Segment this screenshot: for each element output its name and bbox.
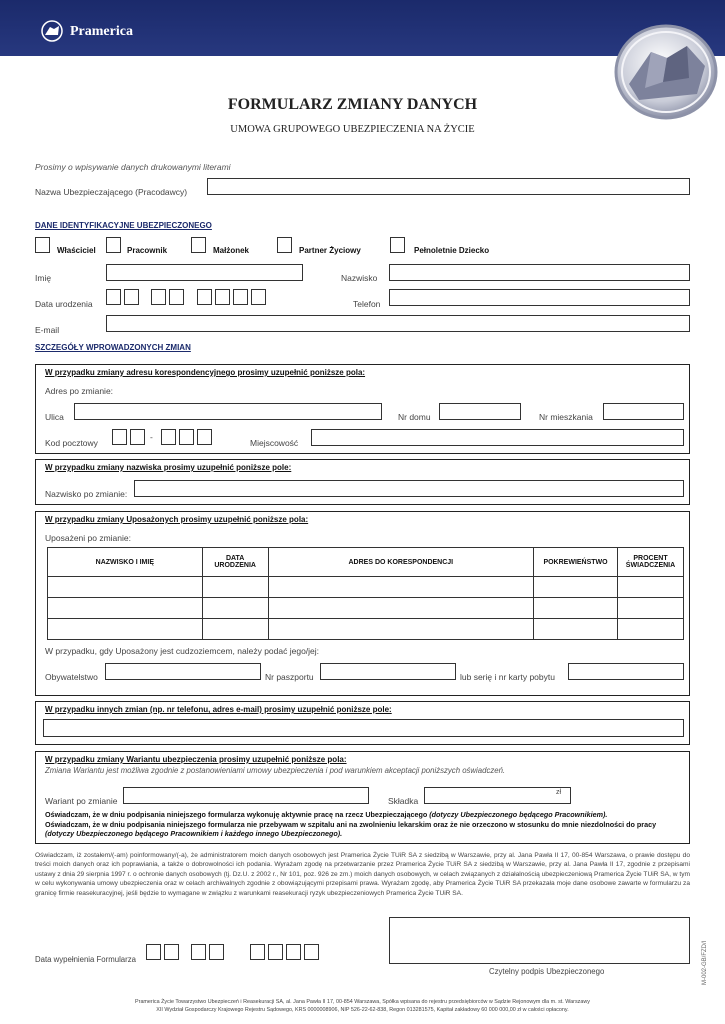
surname-after-field[interactable] [134,480,684,497]
other-changes-heading: W przypadku innych zmian (np. nr telefonu, adres e-mail) prosimy uzupełnić poniższe pole: [45,705,392,714]
other-changes-field[interactable] [43,719,684,737]
premium-field[interactable] [424,787,571,804]
footer-line-1: Pramerica Życie Towarzystwo Ubezpieczeń i Reasekuracji SA, al. Jana Pawła II 17, 00-854 Warszawa, Spółka wpisana do rejestru przedsiębiorców w Sądzie Rejonowym dla m. st. Warszawy [135,999,590,1005]
form-subtitle: UMOWA GRUPOWEGO UBEZPIECZENIA NA ŻYCIE [230,124,475,135]
declaration-active-work: Oświadczam, że w dniu podpisania niniejszego formularza wykonuję aktywnie pracę na rzecz Ubezpieczającego (dotyczy Ubezpieczonego będącego Pracownikiem). [45,810,608,819]
surname-after-label: Nazwisko po zmianie: [45,489,128,499]
role-adult-child-checkbox[interactable] [390,237,405,253]
variant-change-heading: W przypadku zmiany Wariantu ubezpieczenia prosimy uzupełnić poniższe pola: [45,755,347,764]
foreigner-note: W przypadku, gdy Uposażony jest cudzoziemcem, należy podać jego/jej: [45,646,320,656]
table-row[interactable] [48,577,684,598]
beneficiaries-heading: W przypadku zmiany Uposażonych prosimy uzupełnić poniższe pola: [45,515,309,524]
fill-date-label: Data wypełnienia Formularza [35,955,136,964]
beneficiaries-after-label: Uposażeni po zmianie: [45,533,131,543]
street-field[interactable] [74,403,382,420]
column-header-name: NAZWISKO I IMIĘ [48,548,203,577]
flat-no-field[interactable] [603,403,684,420]
premium-label: Składka [388,796,419,806]
birth-date-label: Data urodzenia [35,299,93,309]
address-change-heading: W przypadku zmiany adresu korespondencyjnego prosimy uzupełnić poniższe pola: [45,368,366,377]
beneficiaries-table [47,547,684,640]
last-name-field[interactable] [389,264,690,281]
variant-declarations [45,810,685,839]
flat-no-label: Nr mieszkania [539,412,593,422]
house-no-label: Nr domu [398,412,431,422]
column-header-percent: PROCENT ŚWIADCZENIA [618,548,684,577]
city-field[interactable] [311,429,684,446]
form-code: M-002-GB/FZD/I [702,940,708,985]
variant-note: Zmiana Wariantu jest możliwa zgodnie z postanowieniami umowy ubezpieczenia i pod warunkiem akceptacji poniższych oświadczeń. [45,766,506,775]
email-field[interactable] [106,315,690,332]
footer [0,998,725,1014]
postal-code-label: Kod pocztowy [45,438,98,448]
pramerica-rock-icon [40,20,64,42]
signature-field[interactable] [389,917,690,964]
phone-label: Telefon [353,299,381,309]
postal-code-dash: - [150,432,153,442]
role-adult-child-label: Pełnoletnie Dziecko [414,246,490,255]
role-owner-checkbox[interactable] [35,237,50,253]
variant-after-label: Wariant po zmianie [45,796,118,806]
instruction-text: Prosimy o wpisywanie danych drukowanymi literami [35,162,231,172]
role-partner-label: Partner Życiowy [299,246,361,255]
column-header-address: ADRES DO KORESPONDENCJI [268,548,533,577]
changes-section-title: SZCZEGÓŁY WPROWADZONYCH ZMIAN [35,343,191,352]
footer-line-2: XII Wydział Gospodarczy Krajowego Rejestru Sądowego, KRS 0000008906, NIP 526-22-62-838, Regon 013281575, Kapitał zakładowy 60 000 000,00 zł w całości opłacony. [156,1007,569,1013]
surname-change-heading: W przypadku zmiany nazwiska prosimy uzupełnić poniższe pole: [45,463,292,472]
citizenship-label: Obywatelstwo [45,672,98,682]
variant-after-field[interactable] [123,787,369,804]
table-row[interactable] [48,598,684,619]
role-owner-label: Właściciel [57,246,96,255]
insured-section-title: DANE IDENTYFIKACYJNE UBEZPIECZONEGO [35,221,212,230]
form-title: FORMULARZ ZMIANY DANYCH [227,96,478,113]
phone-field[interactable] [389,289,690,306]
first-name-label: Imię [35,273,52,283]
id-card-label: lub serię i nr karty pobytu [460,672,555,682]
last-name-label: Nazwisko [341,273,378,283]
role-employee-checkbox[interactable] [106,237,121,253]
employer-label: Nazwa Ubezpieczającego (Pracodawcy) [35,187,188,197]
role-spouse-label: Małżonek [213,246,250,255]
passport-label: Nr paszportu [265,672,314,682]
declaration-no-incapacity: Oświadczam, że w dniu podpisania niniejszego formularza nie przebywam w szpitalu ani na zwolnieniu lekarskim oraz że nie orzeczono w stosunku do mnie niezdolności do pracy (dotyczy Ubezpieczonego będącego Pracownikiem i każdego innego Ubezpieczonego). [45,819,657,838]
brand-logo: Pramerica [70,24,133,39]
table-header-row [48,548,684,577]
data-consent-paragraph: Oświadczam, iż zostałem/(-am) poinformowany/(-a), że administratorem moich danych osobowych jest Pramerica Życie TUiR SA z siedzibą w Warszawie, przy al. Jana Pawła II 17, 00-854 Warszawa, o prawie dostępu do treści moich danych oraz ich poprawiania, a także o dobrowolności ich podania. Wyrażam zgodę na przetwarzanie przez Pramerica Życie TUiR SA z siedzibą w Warszawie, przy al. Jana Pawła II 17, zgodnie z przepisami ustawy z dnia 29 sierpnia 1997 r. o ochronie danych osobowych (tj. Dz.U. z 2002 r., Nr 101, poz. 926 ze zm.) moich danych osobowych, w celach związanych z działalnością ubezpieczeniową Pramerica Życie TUiR SA, w tym w celu wykonywania umowy ubezpieczenia oraz w celach archiwalnych zgodnie z obowiązującymi przepisami prawa. Wyrażam zgodę, aby Pramerica Życie TUiR SA przekazała moje dane osobowe zawarte w formularzu za granicę firmie reasekuracyjnej, jeśli będzie to wymagane w związku z warunkami reasekuracji ryzyk ubezpieczeniowych Pramerica Życie TUiR SA. [35,852,690,897]
employer-field[interactable] [207,178,690,195]
citizenship-field[interactable] [105,663,261,680]
address-after-label: Adres po zmianie: [45,386,114,396]
role-partner-checkbox[interactable] [277,237,292,253]
passport-field[interactable] [320,663,456,680]
house-no-field[interactable] [439,403,521,420]
email-label: E-mail [35,325,60,335]
city-label: Miejscowość [250,438,299,448]
first-name-field[interactable] [106,264,303,281]
street-label: Ulica [45,412,64,422]
column-header-birth-date: DATA URODZENIA [202,548,268,577]
id-card-field[interactable] [568,663,684,680]
table-row[interactable] [48,619,684,640]
role-employee-label: Pracownik [127,246,168,255]
signature-label: Czytelny podpis Ubezpieczonego [489,967,605,976]
role-spouse-checkbox[interactable] [191,237,206,253]
column-header-relationship: POKREWIEŃSTWO [534,548,618,577]
currency-label: zł [556,789,562,796]
